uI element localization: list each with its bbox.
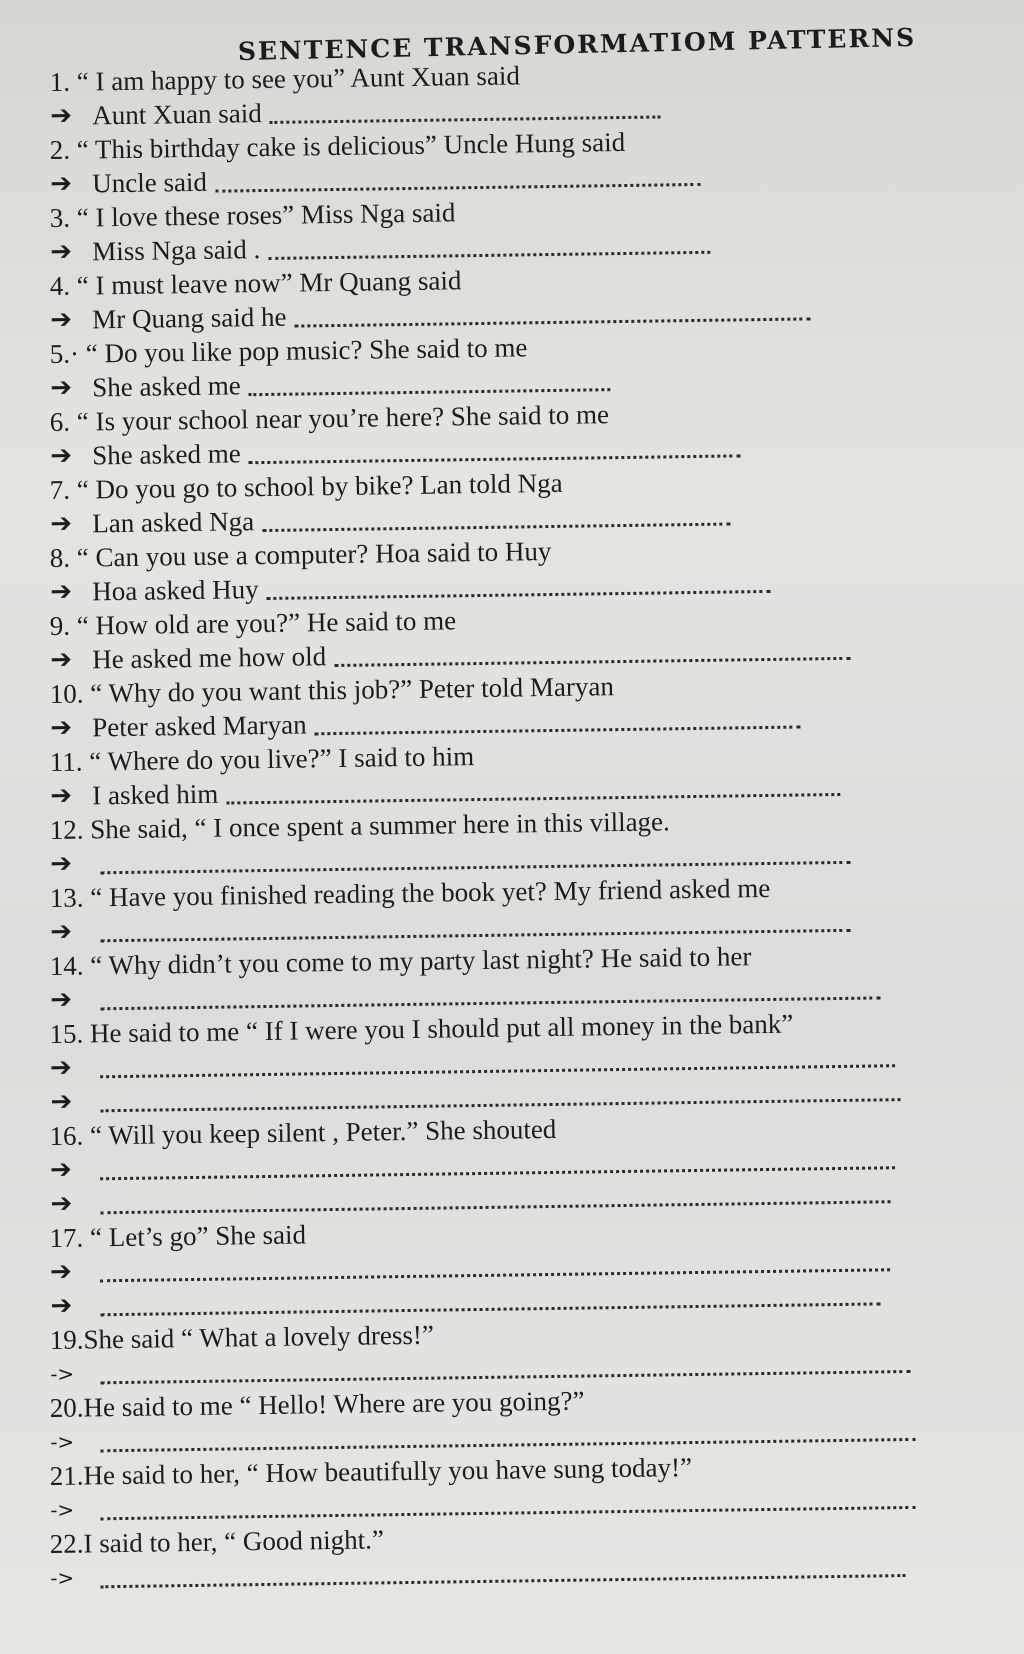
arrow-icon: ➔ [50, 508, 73, 539]
answer-lead-text: Hoa asked Huy [92, 574, 259, 607]
exercise-prompt: 5.· “ Do you like pop music? She said to me [49, 332, 528, 370]
arrow-icon: ➔ [50, 100, 73, 131]
answer-lead-text: She asked me [92, 370, 241, 403]
answer-lead-text: Miss Nga said . [92, 234, 261, 267]
exercise-item [50, 800, 985, 881]
answer-blank[interactable] [267, 590, 770, 600]
answer-lead-text: I asked him [92, 778, 219, 811]
arrow-icon: ➔ [50, 440, 73, 471]
arrow-icon: ➔ [50, 780, 73, 811]
exercise-prompt: 12. She said, “ I once spent a summer here in this village. [49, 806, 671, 846]
worksheet-title: SENTENCE TRANSFORMATIOM PATTERNS [237, 22, 917, 67]
answer-lead-text: Aunt Xuan said [92, 98, 262, 131]
answer-blank[interactable] [249, 388, 610, 396]
answer-lead-text: He asked me how old [92, 641, 327, 675]
arrow-icon: ➔ [50, 712, 73, 743]
exercise-prompt: 11. “ Where do you live?” I said to him [49, 741, 475, 778]
arrow-icon: -> [50, 1361, 75, 1386]
arrow-icon: ➔ [49, 1052, 73, 1083]
arrow-icon: ➔ [50, 1290, 73, 1321]
arrow-icon: ➔ [50, 848, 73, 879]
exercise-item [50, 596, 985, 677]
exercise-item [50, 1514, 985, 1595]
exercise-prompt: 8. “ Can you use a computer? Hoa said to Huy [49, 535, 552, 574]
answer-lead-text: Mr Quang said he [92, 301, 287, 335]
exercise-item [50, 664, 985, 745]
exercise-prompt: 14. “ Why didn’t you come to my party last night? He said to her [49, 941, 752, 982]
exercise-prompt: 10. “ Why do you want this job?” Peter told Maryan [49, 671, 615, 710]
exercise-item [50, 392, 985, 473]
exercise-item [50, 528, 985, 609]
answer-blank[interactable] [262, 523, 730, 533]
exercise-prompt: 19.She said “ What a lovely dress!” [49, 1319, 435, 1356]
exercise-prompt: 2. “ This birthday cake is delicious” Uncle Hung said [49, 126, 626, 166]
exercise-prompt: 20.He said to me “ Hello! Where are you going?” [49, 1385, 585, 1424]
answer-blank[interactable] [100, 1574, 905, 1588]
arrow-icon: ➔ [50, 168, 73, 199]
exercise-prompt: 15. He said to me “ If I were you I should put all money in the bank” [49, 1008, 794, 1050]
answer-lead-text: Lan asked Nga [92, 506, 255, 539]
exercise-item [50, 52, 985, 133]
answer-blank[interactable] [249, 454, 740, 464]
exercise-prompt: 22.I said to her, “ Good night.” [49, 1524, 385, 1560]
exercise-item [50, 868, 985, 949]
exercise-item [50, 1378, 985, 1459]
exercise-item [50, 256, 985, 337]
exercise-prompt: 3. “ I love these roses” Miss Nga said [49, 197, 456, 234]
arrow-icon: ➔ [50, 576, 73, 607]
arrow-icon: ➔ [50, 304, 73, 335]
arrow-icon: -> [50, 1565, 75, 1590]
answer-blank[interactable] [215, 183, 700, 193]
exercise-prompt: 17. “ Let’s go” She said [49, 1219, 307, 1254]
exercise-prompt: 13. “ Have you finished reading the book yet? My friend asked me [49, 872, 771, 914]
exercise-item [50, 460, 985, 541]
answer-lead-text: Uncle said [92, 166, 208, 199]
answer-blank[interactable] [334, 657, 850, 667]
answer-lead-text: She asked me [92, 438, 241, 471]
exercise-item [49, 1106, 984, 1221]
exercise-item [50, 1446, 985, 1527]
arrow-icon: ➔ [50, 984, 73, 1015]
arrow-icon: ➔ [50, 1188, 73, 1219]
answer-blank[interactable] [315, 726, 800, 736]
arrow-icon: ➔ [49, 1256, 73, 1287]
arrow-icon: ➔ [50, 372, 73, 403]
exercise-item [50, 120, 985, 201]
arrow-icon: ➔ [50, 1086, 73, 1117]
answer-lead-text: Peter asked Maryan [92, 709, 307, 743]
exercise-item [49, 1208, 984, 1323]
exercise-prompt: 6. “ Is your school near you’re here? She said to me [49, 399, 610, 438]
answer-blank[interactable] [268, 251, 710, 260]
answer-blank[interactable] [270, 115, 660, 123]
answer-blank[interactable] [295, 317, 810, 327]
exercise-prompt: 1. “ I am happy to see you” Aunt Xuan said [49, 60, 521, 98]
exercise-prompt: 9. “ How old are you?” He said to me [49, 605, 457, 642]
arrow-icon: ➔ [50, 236, 73, 267]
exercise-list [49, 60, 984, 1595]
exercise-prompt: 21.He said to her, “ How beautifully you have sung today!” [49, 1452, 693, 1492]
arrow-icon: ➔ [50, 916, 73, 947]
arrow-icon: ➔ [50, 644, 73, 675]
exercise-item [50, 188, 985, 269]
arrow-icon: -> [50, 1429, 75, 1454]
exercise-item [50, 324, 985, 405]
exercise-item [50, 1310, 985, 1391]
exercise-item [50, 936, 985, 1017]
exercise-item [49, 1004, 984, 1119]
arrow-icon: -> [50, 1497, 75, 1522]
exercise-prompt: 16. “ Will you keep silent , Peter.” She shouted [49, 1113, 557, 1152]
exercise-item [50, 732, 985, 813]
exercise-prompt: 7. “ Do you go to school by bike? Lan told Nga [49, 467, 563, 506]
arrow-icon: ➔ [49, 1154, 73, 1185]
exercise-prompt: 4. “ I must leave now” Mr Quang said [49, 265, 462, 302]
